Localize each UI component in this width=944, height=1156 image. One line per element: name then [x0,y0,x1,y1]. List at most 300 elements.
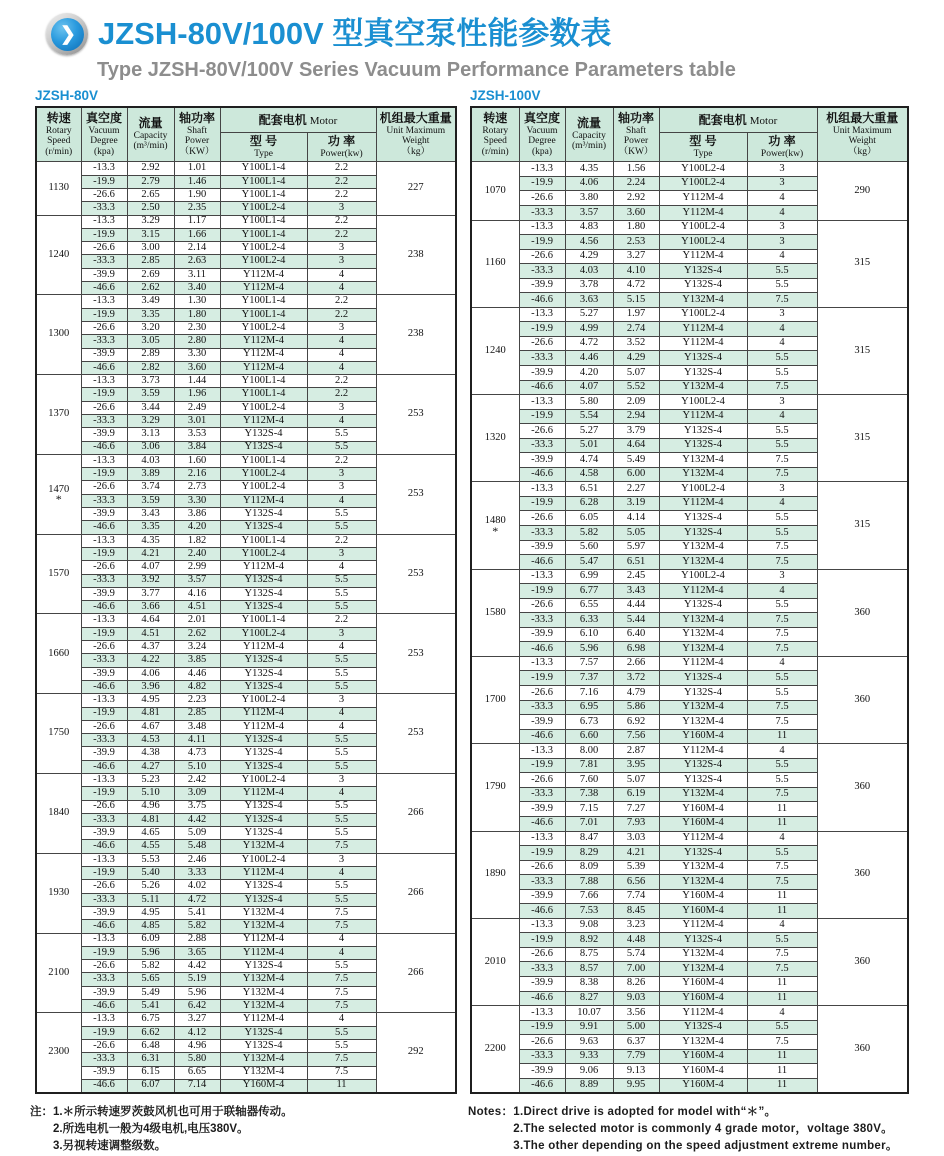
motor-power-cell: 3 [307,481,376,494]
vacuum-cell: -19.9 [81,547,127,560]
motor-type-cell: Y100L2-4 [659,569,747,584]
motor-power-cell: 2.2 [307,534,376,547]
motor-power-cell: 4 [307,561,376,574]
col-header-motor-power: 功 率 Power(kw) [307,133,376,162]
motor-type-cell: Y112M-4 [659,656,747,671]
motor-type-cell: Y160M-4 [659,802,747,817]
vacuum-cell: -26.6 [81,561,127,574]
motor-power-cell: 5.5 [307,813,376,826]
unit-weight-cell: 315 [817,220,908,307]
motor-type-cell: Y132S-4 [659,933,747,948]
capacity-cell: 6.07 [127,1079,174,1092]
capacity-cell: 7.37 [565,671,613,686]
capacity-cell: 9.63 [565,1035,613,1050]
capacity-cell: 4.20 [565,366,613,381]
motor-type-cell: Y132S-4 [220,880,307,893]
motor-type-cell: Y132M-4 [659,860,747,875]
motor-type-cell: Y100L1-4 [220,454,307,467]
motor-type-cell: Y112M-4 [659,584,747,599]
motor-type-cell: Y132S-4 [220,428,307,441]
notes-chinese-prefix: 注： [30,1105,53,1118]
capacity-cell: 4.96 [127,800,174,813]
motor-power-cell: 2.2 [307,188,376,201]
vacuum-cell: -39.9 [519,278,565,293]
vacuum-cell: -13.3 [81,933,127,946]
shaft-power-cell: 6.19 [613,787,659,802]
col-header-vacuum: 真空度 Vacuum Degree (kpa) [519,107,565,162]
shaft-power-cell: 2.88 [174,933,220,946]
capacity-cell: 8.47 [565,831,613,846]
motor-type-cell: Y112M-4 [220,561,307,574]
shaft-power-cell: 6.56 [613,875,659,890]
vacuum-cell: -13.3 [519,744,565,759]
shaft-power-cell: 2.46 [174,853,220,866]
motor-power-cell: 11 [747,976,817,991]
vacuum-cell: -26.6 [81,641,127,654]
motor-power-cell: 5.5 [307,747,376,760]
capacity-cell: 3.96 [127,680,174,693]
motor-type-cell: Y112M-4 [220,268,307,281]
col-header-weight: 机组最大重量 Unit Maximum Weight （kg） [817,107,908,162]
shaft-power-cell: 9.03 [613,991,659,1006]
shaft-power-cell: 2.49 [174,401,220,414]
shaft-power-cell: 3.72 [613,671,659,686]
motor-type-cell: Y132M-4 [659,380,747,395]
motor-type-cell: Y132M-4 [659,613,747,628]
col-header-capacity: 流量 Capacity (m³/min) [127,107,174,162]
shaft-power-cell: 4.21 [613,846,659,861]
table-row [36,694,456,707]
notes-chinese [30,1104,455,1156]
shaft-power-cell: 3.84 [174,441,220,454]
vacuum-cell: -19.9 [81,946,127,959]
vacuum-cell: -19.9 [519,1020,565,1035]
vacuum-cell: -39.9 [81,667,127,680]
shaft-power-cell: 7.74 [613,889,659,904]
capacity-cell: 6.62 [127,1026,174,1039]
motor-type-cell: Y112M-4 [220,720,307,733]
table-row [471,744,908,759]
shaft-power-cell: 3.60 [613,205,659,220]
rotary-speed-cell: 1160 [471,220,519,307]
capacity-cell: 3.29 [127,215,174,228]
motor-type-cell: Y132M-4 [659,293,747,308]
motor-type-cell: Y100L2-4 [220,242,307,255]
shaft-power-cell: 4.11 [174,734,220,747]
shaft-power-cell: 4.10 [613,264,659,279]
motor-power-cell: 7.5 [307,1000,376,1013]
motor-type-cell: Y112M-4 [659,205,747,220]
motor-power-cell: 7.5 [747,380,817,395]
motor-power-cell: 7.5 [307,906,376,919]
vacuum-cell: -46.6 [81,760,127,773]
vacuum-cell: -46.6 [81,282,127,295]
vacuum-cell: -19.9 [519,933,565,948]
capacity-cell: 6.09 [127,933,174,946]
motor-type-cell: Y100L2-4 [659,162,747,177]
capacity-cell: 4.35 [127,534,174,547]
shaft-power-cell: 3.27 [613,249,659,264]
shaft-power-cell: 4.72 [174,893,220,906]
shaft-power-cell: 3.52 [613,336,659,351]
shaft-power-cell: 4.12 [174,1026,220,1039]
vacuum-cell: -39.9 [81,986,127,999]
shaft-power-cell: 2.73 [174,481,220,494]
vacuum-cell: -19.9 [519,176,565,191]
motor-power-cell: 5.5 [307,1039,376,1052]
page-title: JZSH-80V/100V 型真空泵性能参数表 [98,15,612,51]
motor-type-cell: Y132M-4 [659,700,747,715]
shaft-power-cell: 1.66 [174,228,220,241]
unit-weight-cell: 360 [817,831,908,918]
shaft-power-cell: 3.75 [174,800,220,813]
motor-power-cell: 11 [747,904,817,919]
motor-power-cell: 4 [747,831,817,846]
unit-weight-cell: 266 [376,933,456,1013]
table-row [36,614,456,627]
shaft-power-cell: 3.27 [174,1013,220,1026]
rotary-speed-cell: 1700 [471,656,519,743]
motor-power-cell: 5.5 [747,424,817,439]
motor-type-cell: Y132S-4 [659,264,747,279]
capacity-cell: 3.66 [127,601,174,614]
col-header-motor-type: 型 号 Type [220,133,307,162]
motor-type-cell: Y100L1-4 [220,614,307,627]
motor-power-cell: 3 [747,569,817,584]
motor-power-cell: 7.5 [747,947,817,962]
table-row [471,220,908,235]
shaft-power-cell: 8.45 [613,904,659,919]
shaft-power-cell: 3.30 [174,348,220,361]
rotary-speed-cell: 1370 [36,375,81,455]
vacuum-cell: -39.9 [81,508,127,521]
vacuum-cell: -26.6 [519,598,565,613]
vacuum-cell: -33.3 [519,205,565,220]
vacuum-cell: -33.3 [81,202,127,215]
vacuum-cell: -13.3 [519,569,565,584]
motor-power-cell: 4 [307,787,376,800]
motor-type-cell: Y132S-4 [659,366,747,381]
motor-power-cell: 2.2 [307,175,376,188]
capacity-cell: 2.85 [127,255,174,268]
motor-power-cell: 5.5 [747,846,817,861]
motor-type-cell: Y132S-4 [220,680,307,693]
motor-power-cell: 5.5 [747,511,817,526]
capacity-cell: 3.63 [565,293,613,308]
unit-weight-cell: 227 [376,162,456,215]
shaft-power-cell: 2.94 [613,409,659,424]
capacity-cell: 5.23 [127,774,174,787]
motor-power-cell: 5.5 [747,598,817,613]
vacuum-cell: -39.9 [81,268,127,281]
motor-power-cell: 5.5 [747,1020,817,1035]
vacuum-cell: -26.6 [519,336,565,351]
motor-type-cell: Y132M-4 [220,1066,307,1079]
capacity-cell: 4.07 [127,561,174,574]
rotary-speed-cell: 1130 [36,162,81,215]
motor-type-cell: Y112M-4 [659,322,747,337]
motor-type-cell: Y132S-4 [220,960,307,973]
notes-row [30,1104,944,1156]
motor-power-cell: 3 [747,395,817,410]
motor-power-cell: 7.5 [747,715,817,730]
page-header [0,0,944,55]
vacuum-cell: -33.3 [81,494,127,507]
motor-power-cell: 4 [747,249,817,264]
motor-power-cell: 5.5 [307,428,376,441]
motor-type-cell: Y100L1-4 [220,175,307,188]
motor-power-cell: 3 [307,774,376,787]
motor-power-cell: 4 [307,946,376,959]
motor-power-cell: 3 [747,176,817,191]
motor-type-cell: Y132M-4 [220,906,307,919]
capacity-cell: 9.91 [565,1020,613,1035]
vacuum-cell: -39.9 [519,453,565,468]
shaft-power-cell: 2.01 [174,614,220,627]
shaft-power-cell: 3.95 [613,758,659,773]
vacuum-cell: -39.9 [81,348,127,361]
vacuum-cell: -19.9 [519,235,565,250]
vacuum-cell: -46.6 [519,991,565,1006]
shaft-power-cell: 4.96 [174,1039,220,1052]
capacity-cell: 8.75 [565,947,613,962]
vacuum-cell: -26.6 [519,1035,565,1050]
shaft-power-cell: 3.48 [174,720,220,733]
vacuum-cell: -33.3 [519,613,565,628]
capacity-cell: 8.89 [565,1078,613,1093]
capacity-cell: 3.78 [565,278,613,293]
motor-power-cell: 5.5 [307,441,376,454]
motor-type-cell: Y132S-4 [659,424,747,439]
rotary-speed-cell: 1660 [36,614,81,694]
vacuum-cell: -39.9 [81,827,127,840]
table-row [471,1006,908,1021]
motor-power-cell: 7.5 [747,555,817,570]
unit-weight-cell: 238 [376,295,456,375]
motor-type-cell: Y100L2-4 [220,481,307,494]
motor-power-cell: 2.2 [307,228,376,241]
rotary-speed-cell: 1790 [471,744,519,831]
shaft-power-cell: 5.05 [613,526,659,541]
motor-type-cell: Y100L2-4 [220,401,307,414]
motor-power-cell: 7.5 [747,962,817,977]
motor-power-cell: 7.5 [307,840,376,853]
shaft-power-cell: 2.30 [174,321,220,334]
shaft-power-cell: 1.44 [174,375,220,388]
vacuum-cell: -39.9 [519,889,565,904]
col-header-vacuum: 真空度 Vacuum Degree (kpa) [81,107,127,162]
motor-power-cell: 11 [747,729,817,744]
vacuum-cell: -46.6 [519,1078,565,1093]
vacuum-cell: -46.6 [519,729,565,744]
shaft-power-cell: 4.46 [174,667,220,680]
capacity-cell: 7.15 [565,802,613,817]
capacity-cell: 3.13 [127,428,174,441]
shaft-power-cell: 3.19 [613,496,659,511]
shaft-power-cell: 1.46 [174,175,220,188]
motor-type-cell: Y132M-4 [220,986,307,999]
shaft-power-cell: 7.00 [613,962,659,977]
motor-power-cell: 7.5 [307,1066,376,1079]
shaft-power-cell: 3.01 [174,414,220,427]
motor-type-cell: Y100L1-4 [220,188,307,201]
shaft-power-cell: 3.79 [613,424,659,439]
page-subtitle: Type JZSH-80V/100V Series Vacuum Performance Parameters table [97,59,736,81]
motor-type-cell: Y132S-4 [220,813,307,826]
capacity-cell: 4.21 [127,547,174,560]
capacity-cell: 4.74 [565,453,613,468]
vacuum-cell: -33.3 [519,438,565,453]
motor-power-cell: 11 [747,1078,817,1093]
table-row [471,482,908,497]
vacuum-cell: -19.9 [81,175,127,188]
vacuum-cell: -26.6 [81,880,127,893]
motor-type-cell: Y132S-4 [220,734,307,747]
motor-power-cell: 4 [307,867,376,880]
motor-power-cell: 3 [747,162,817,177]
motor-power-cell: 4 [307,707,376,720]
motor-power-cell: 7.5 [747,627,817,642]
motor-type-cell: Y100L2-4 [220,774,307,787]
unit-weight-cell: 360 [817,744,908,831]
motor-type-cell: Y112M-4 [220,361,307,374]
shaft-power-cell: 6.42 [174,1000,220,1013]
note-item: 1.Direct drive is adopted for model with“＊”。 [513,1105,777,1118]
shaft-power-cell: 3.56 [613,1006,659,1021]
capacity-cell: 6.48 [127,1039,174,1052]
shaft-power-cell: 3.57 [174,574,220,587]
motor-power-cell: 3 [307,627,376,640]
shaft-power-cell: 4.42 [174,960,220,973]
vacuum-cell: -33.3 [81,574,127,587]
rotary-speed-cell: 1840 [36,774,81,854]
motor-power-cell: 5.5 [307,667,376,680]
unit-weight-cell: 253 [376,534,456,614]
rotary-speed-cell: 1240 [471,307,519,394]
shaft-power-cell: 1.82 [174,534,220,547]
vacuum-cell: -26.6 [519,773,565,788]
shaft-power-cell: 5.00 [613,1020,659,1035]
motor-type-cell: Y132S-4 [220,654,307,667]
table-row [471,307,908,322]
capacity-cell: 6.73 [565,715,613,730]
motor-power-cell: 4 [747,918,817,933]
vacuum-cell: -26.6 [519,191,565,206]
motor-type-cell: Y100L1-4 [220,388,307,401]
motor-type-cell: Y100L2-4 [220,694,307,707]
col-header-shaft: 轴功率 Shaft Power （KW） [613,107,659,162]
motor-power-cell: 5.5 [307,680,376,693]
shaft-power-cell: 1.97 [613,307,659,322]
motor-power-cell: 4 [747,656,817,671]
rotary-speed-cell: 1890 [471,831,519,918]
shaft-power-cell: 2.53 [613,235,659,250]
motor-type-cell: Y132S-4 [659,438,747,453]
capacity-cell: 2.62 [127,282,174,295]
capacity-cell: 5.11 [127,893,174,906]
motor-type-cell: Y132S-4 [659,686,747,701]
shaft-power-cell: 6.98 [613,642,659,657]
shaft-power-cell: 1.96 [174,388,220,401]
capacity-cell: 8.29 [565,846,613,861]
rotary-speed-cell: 1240 [36,215,81,295]
chevron-right-badge-inner [51,18,84,51]
shaft-power-cell: 2.42 [174,774,220,787]
motor-type-cell: Y112M-4 [659,744,747,759]
vacuum-cell: -39.9 [519,802,565,817]
capacity-cell: 4.03 [127,454,174,467]
unit-weight-cell: 266 [376,774,456,854]
motor-type-cell: Y132M-4 [659,962,747,977]
motor-type-cell: Y112M-4 [220,335,307,348]
table-column-100v [470,89,909,1094]
motor-type-cell: Y100L2-4 [659,307,747,322]
vacuum-cell: -46.6 [519,380,565,395]
capacity-cell: 6.75 [127,1013,174,1026]
unit-weight-cell: 315 [817,307,908,394]
table-row [36,933,456,946]
vacuum-cell: -46.6 [519,555,565,570]
vacuum-cell: -13.3 [519,1006,565,1021]
vacuum-cell: -26.6 [81,401,127,414]
motor-type-cell: Y132S-4 [659,598,747,613]
motor-type-cell: Y112M-4 [220,787,307,800]
shaft-power-cell: 3.30 [174,494,220,507]
capacity-cell: 6.05 [565,511,613,526]
shaft-power-cell: 4.29 [613,351,659,366]
motor-power-cell: 4 [747,744,817,759]
motor-power-cell: 2.2 [307,308,376,321]
shaft-power-cell: 4.73 [174,747,220,760]
motor-type-cell: Y100L1-4 [220,295,307,308]
vacuum-cell: -26.6 [519,947,565,962]
shaft-power-cell: 6.65 [174,1066,220,1079]
shaft-power-cell: 5.82 [174,920,220,933]
motor-power-cell: 4 [307,282,376,295]
table-row [471,569,908,584]
shaft-power-cell: 5.80 [174,1053,220,1066]
shaft-power-cell: 4.48 [613,933,659,948]
motor-type-cell: Y132S-4 [220,574,307,587]
capacity-cell: 8.57 [565,962,613,977]
vacuum-cell: -39.9 [81,428,127,441]
capacity-cell: 5.53 [127,853,174,866]
motor-power-cell: 5.5 [747,686,817,701]
table-row [471,162,908,177]
capacity-cell: 3.92 [127,574,174,587]
shaft-power-cell: 2.45 [613,569,659,584]
motor-type-cell: Y132S-4 [659,278,747,293]
vacuum-cell: -33.3 [81,1053,127,1066]
vacuum-cell: -19.9 [81,1026,127,1039]
capacity-cell: 7.38 [565,787,613,802]
vacuum-cell: -19.9 [519,671,565,686]
rotary-speed-cell: 1750 [36,694,81,774]
shaft-power-cell: 3.60 [174,361,220,374]
shaft-power-cell: 4.14 [613,511,659,526]
capacity-cell: 4.07 [565,380,613,395]
vacuum-cell: -13.3 [81,534,127,547]
motor-type-cell: Y160M-4 [659,816,747,831]
vacuum-cell: -46.6 [81,1079,127,1092]
table-row [36,295,456,308]
motor-power-cell: 2.2 [307,215,376,228]
capacity-cell: 5.41 [127,1000,174,1013]
shaft-power-cell: 7.93 [613,816,659,831]
motor-power-cell: 5.5 [307,587,376,600]
vacuum-cell: -26.6 [519,249,565,264]
shaft-power-cell: 6.00 [613,467,659,482]
